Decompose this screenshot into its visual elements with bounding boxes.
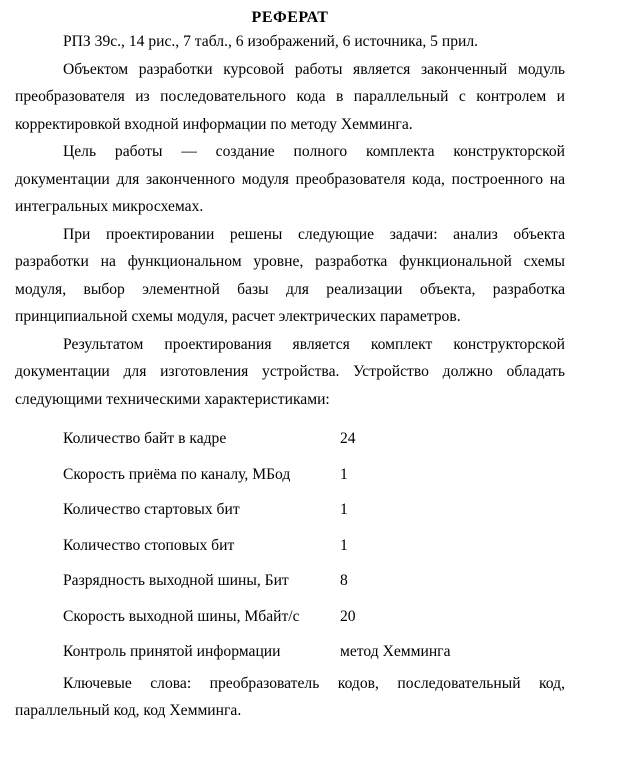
specifications-list <box>63 421 565 670</box>
spec-row <box>63 528 565 564</box>
paragraph-tasks: При проектировании решены следующие задачи: анализ объекта разработки на функциональном уровне, разработка функциональной схемы модуля, выбор элементной базы для реализации объекта, разработка принципиальной схемы модуля, расчет электрических параметров. <box>15 225 565 325</box>
spec-value: 8 <box>340 572 348 589</box>
spec-label: Количество стоповых бит <box>63 536 235 554</box>
spec-value: 1 <box>340 501 348 518</box>
paragraph-object: Объектом разработки курсовой работы является законченный модуль преобразователя из последовательного кода в параллельный с контролем и корректировкой входной информации по методу Хемминга. <box>15 60 565 133</box>
spec-row <box>63 634 565 670</box>
summary-line: РПЗ 39с., 14 рис., 7 табл., 6 изображений, 6 источника, 5 прил. <box>63 33 479 50</box>
spec-label: Количество стартовых бит <box>63 501 240 518</box>
keywords-paragraph: Ключевые слова: преобразователь кодов, последовательный код, параллельный код, код Хемминга. <box>15 674 565 719</box>
paragraph-goal: Цель работы — создание полного комплекта конструкторской документации для законченного модуля преобразователя кода, построенного на интегральных микросхемах. <box>15 143 565 215</box>
spec-value: 20 <box>340 607 356 625</box>
spec-row <box>63 492 565 528</box>
spec-label: Разрядность выходной шины, Бит <box>63 572 289 589</box>
spec-label: Скорость выходной шины, Мбайт/с <box>63 607 300 625</box>
page-title: РЕФЕРАТ <box>251 9 329 26</box>
paragraph-result: Результатом проектирования является комплект конструкторской документации для изготовления устройства. Устройство должно обладать следующими техническими характеристиками: <box>15 335 565 408</box>
spec-row <box>63 563 565 599</box>
document-page <box>15 0 565 725</box>
spec-label: Контроль принятой информации <box>63 643 281 660</box>
spec-value: 1 <box>340 465 348 483</box>
spec-row <box>63 599 565 635</box>
spec-row <box>63 457 565 493</box>
spec-value: метод Хемминга <box>340 643 451 660</box>
spec-row <box>63 421 565 457</box>
spec-value: 24 <box>340 430 356 447</box>
spec-label: Количество байт в кадре <box>63 430 227 447</box>
spec-label: Скорость приёма по каналу, МБод <box>63 465 291 483</box>
spec-value: 1 <box>340 536 348 554</box>
